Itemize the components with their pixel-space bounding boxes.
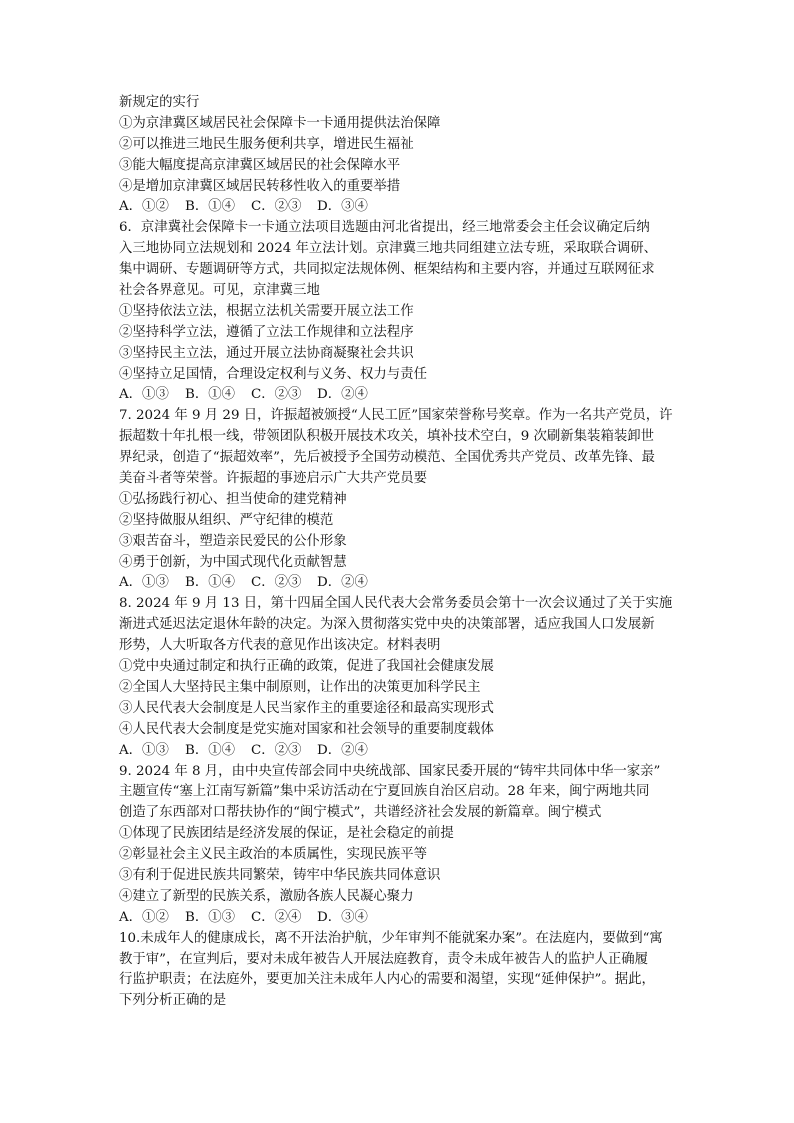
question-stem-line: 行监护职责；在法庭外，要更加关注未成年人内心的需要和渴望，实现“延伸保护”。据此， (119, 972, 655, 988)
question-stem-line: 10.未成年人的健康成长，离不开法治护航，少年审判不能就案办案”。在法庭内，要做到“寓 (119, 930, 663, 946)
answer-statement: ③有利于促进民族共同繁荣，铸牢中华民族共同体意识 (119, 867, 441, 883)
question-stem-line: 美奋斗者等荣誉。许振超的事迹启示广大共产党员要 (119, 471, 427, 487)
question-stem-line: 主题宣传“塞上江南写新篇”集中采访活动在宁夏回族自治区启动。28 年来，闽宁两地共同 (119, 784, 650, 800)
question-stem-line: 入三地协同立法规划和 2024 年立法计划。京津冀三地共同组建立法专班，采取联合调研、 (119, 241, 658, 257)
option-a: A．①② (119, 199, 169, 215)
question-stem-line: 渐进式延迟法定退休年龄的决定。为深入贯彻落实党中央的决策部署，适应我国人口发展新 (119, 617, 655, 633)
question-stem-line: 8. 2024 年 9 月 13 日，第十四届全国人民代表大会常务委员会第十一次会议通过了关于实施 (119, 596, 673, 612)
answer-statement: ④坚持立足国情，合理设定权利与义务、权力与责任 (119, 366, 427, 382)
answer-statement: ④是增加京津冀区域居民转移性收入的重要举措 (119, 178, 401, 194)
answer-statement: ①弘扬践行初心、担当使命的建党精神 (119, 491, 347, 507)
option-a: A．①③ (119, 742, 169, 758)
answer-options (119, 741, 679, 762)
option-c: C．②④ (251, 909, 302, 925)
answer-statement: ②坚持做服从组织、严守纪律的模范 (119, 512, 334, 528)
answer-statement: ④勇于创新，为中国式现代化贡献智慧 (119, 554, 347, 570)
option-b: B．①④ (185, 199, 236, 215)
answer-statement: ③能大幅度提高京津冀区域居民的社会保障水平 (119, 157, 401, 173)
question-10 (119, 929, 679, 1013)
answer-statement: ③坚持民主立法，通过开展立法协商凝聚社会共识 (119, 345, 414, 361)
answer-statement: ②可以推进三地民生服务便利共享，增进民生福祉 (119, 136, 414, 152)
option-a: A．①③ (119, 575, 169, 591)
answer-options (119, 197, 679, 218)
exam-page (119, 93, 679, 1012)
answer-statement: ③人民代表大会制度是人民当家作主的重要途径和最高实现形式 (119, 700, 494, 716)
question-stem-line: 6．京津冀社会保障卡一卡通立法项目选题由河北省提出，经三地常委会主任会议确定后纳 (119, 220, 650, 236)
question-stem-line: 新规定的实行 (119, 95, 200, 110)
answer-statement: ②彰显社会主义民主政治的本质属性，实现民族平等 (119, 847, 427, 863)
option-c: C．②③ (251, 575, 302, 591)
question-stem-line: 界纪录，创造了“振超效率”，先后被授予全国劳动模范、全国优秀共产党员、改革先锋、最 (119, 450, 655, 466)
answer-statement: ④建立了新型的民族关系，激励各族人民凝心聚力 (119, 888, 414, 904)
option-b: B．①④ (185, 387, 236, 403)
question-stem-line: 教于审”，在宣判后，要对未成年被告人开展法庭教育，责令未成年被告人的监护人正确履 (119, 951, 649, 967)
option-d: D．③④ (317, 909, 368, 925)
question-stem-line: 振超数十年扎根一线，带领团队积极开展技术攻关，填补技术空白，9 次刷新集装箱装卸世 (119, 429, 655, 445)
question-7 (119, 406, 679, 594)
answer-statement: ①党中央通过制定和执行正确的政策，促进了我国社会健康发展 (119, 659, 494, 675)
option-d: D．②④ (317, 387, 368, 403)
question-stem-line: 集中调研、专题调研等方式，共同拟定法规体例、框架结构和主要内容，并通过互联网征求 (119, 262, 655, 278)
answer-options (119, 385, 679, 406)
option-a: A．①② (119, 909, 169, 925)
answer-statement: ②全国人大坚持民主集中制原则，让作出的决策更加科学民主 (119, 679, 481, 695)
question-stem-line: 形势，人大听取各方代表的意见作出该决定。材料表明 (119, 638, 441, 654)
option-a: A．①③ (119, 387, 169, 403)
answer-statement: ③艰苦奋斗，塑造亲民爱民的公仆形象 (119, 533, 347, 549)
question-stem-line: 创造了东西部对口帮扶协作的“闽宁模式”，共谱经济社会发展的新篇章。闽宁模式 (119, 805, 602, 821)
option-c: C．②③ (251, 199, 302, 215)
option-b: B．①④ (185, 575, 236, 591)
answer-statement: ②坚持科学立法，遵循了立法工作规律和立法程序 (119, 324, 414, 340)
answer-statement: ④人民代表大会制度是党实施对国家和社会领导的重要制度载体 (119, 721, 494, 737)
option-b: B．①④ (185, 742, 236, 758)
option-b: B．①③ (185, 909, 236, 925)
option-c: C．②③ (251, 387, 302, 403)
question-stem-line: 7. 2024 年 9 月 29 日，许振超被颁授“人民工匠”国家荣誉称号奖章。作为一名共产党员，许 (119, 408, 673, 424)
question-5-tail (119, 93, 679, 218)
question-8 (119, 594, 679, 761)
answer-options (119, 908, 679, 929)
option-c: C．②③ (251, 742, 302, 758)
question-stem-line: 社会各界意见。可见，京津冀三地 (119, 283, 320, 299)
question-9 (119, 762, 679, 929)
answer-statement: ①体现了民族团结是经济发展的保证，是社会稳定的前提 (119, 826, 454, 842)
question-stem-line: 下列分析正确的是 (119, 993, 227, 1009)
option-d: D．②④ (317, 575, 368, 591)
question-6 (119, 218, 679, 406)
answer-options (119, 573, 679, 594)
answer-statement: ①为京津冀区域居民社会保障卡一卡通用提供法治保障 (119, 115, 441, 131)
option-d: D．②④ (317, 742, 368, 758)
answer-statement: ①坚持依法立法，根据立法机关需要开展立法工作 (119, 303, 414, 319)
option-d: D．③④ (317, 199, 368, 215)
question-stem-line: 9. 2024 年 8 月，由中央宣传部会同中央统战部、国家民委开展的“铸牢共同体中华一家亲” (119, 763, 661, 779)
